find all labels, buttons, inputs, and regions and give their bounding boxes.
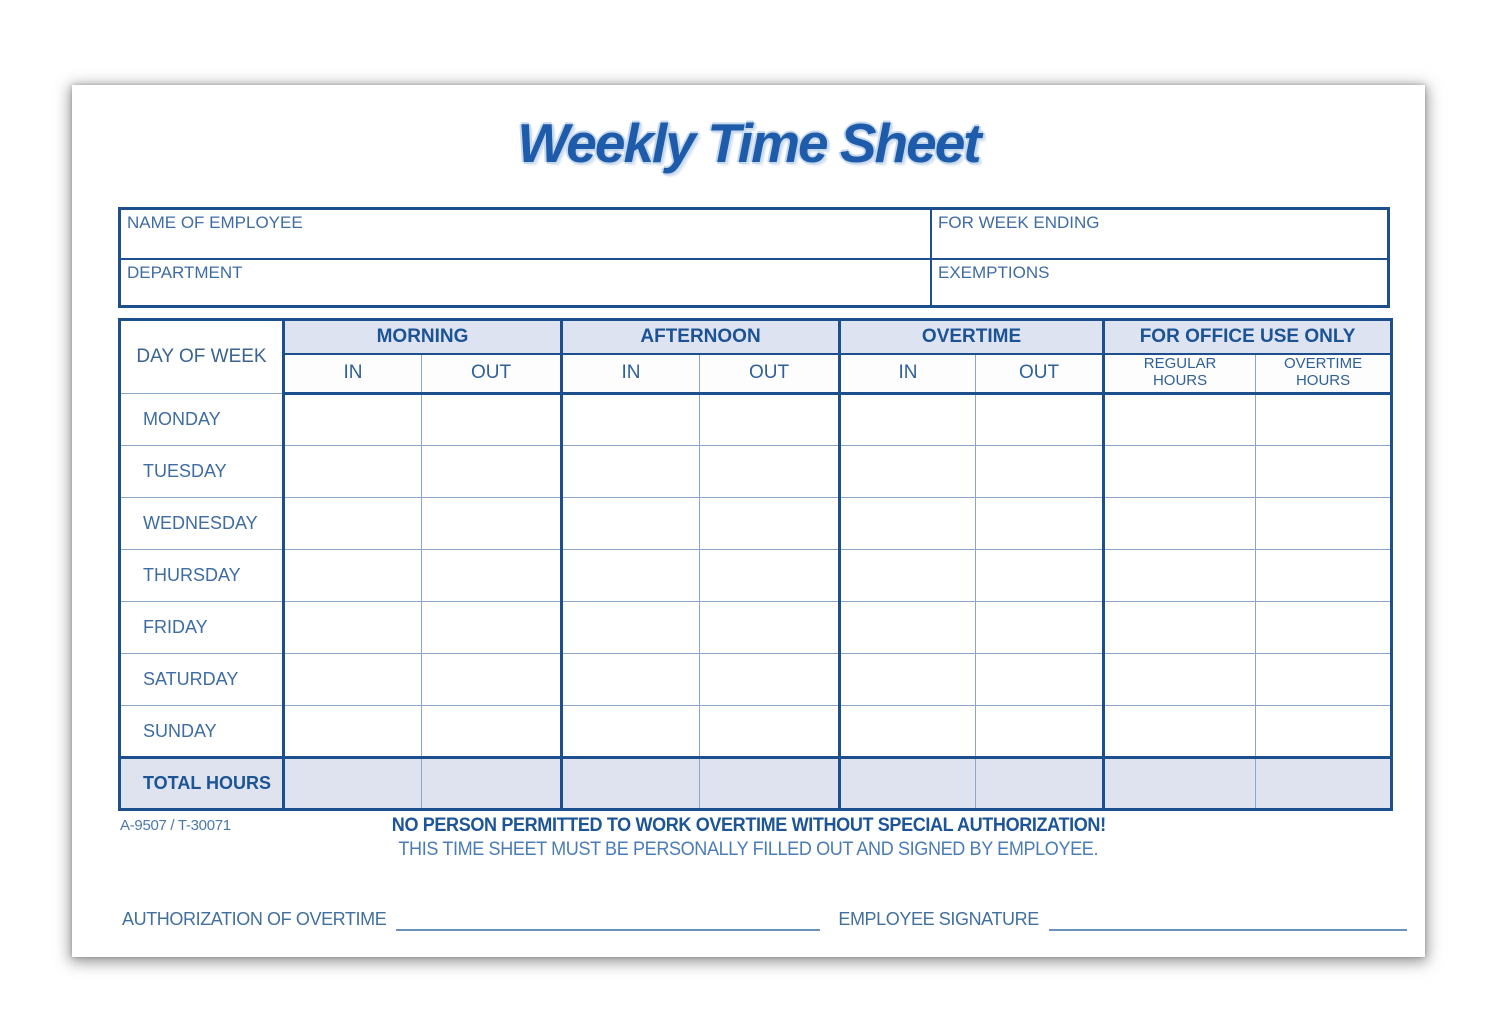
morning-header: MORNING	[284, 320, 562, 354]
cell-tuesday-afternoon-in[interactable]	[562, 446, 700, 498]
timesheet-table	[118, 318, 1393, 811]
day-row-wednesday	[120, 498, 1392, 550]
afternoon-out-header: OUT	[700, 354, 840, 394]
cell-thursday-morning-in[interactable]	[284, 550, 422, 602]
cell-sunday-overtime-hours[interactable]	[1256, 706, 1392, 758]
timesheet-page	[72, 85, 1425, 957]
day-row-monday	[120, 394, 1392, 446]
day-label: WEDNESDAY	[120, 498, 284, 550]
cell-sunday-overtime-in[interactable]	[840, 706, 976, 758]
day-row-saturday	[120, 654, 1392, 706]
day-label: SATURDAY	[120, 654, 284, 706]
employee-signature-line[interactable]	[1049, 925, 1407, 931]
overtime-in-header: IN	[840, 354, 976, 394]
day-row-thursday	[120, 550, 1392, 602]
day-row-tuesday	[120, 446, 1392, 498]
cell-wednesday-morning-out[interactable]	[422, 498, 562, 550]
name-of-employee-label: NAME OF EMPLOYEE	[127, 213, 303, 232]
cell-friday-overtime-out[interactable]	[976, 602, 1104, 654]
cell-tuesday-morning-in[interactable]	[284, 446, 422, 498]
cell-sunday-afternoon-in[interactable]	[562, 706, 700, 758]
cell-tuesday-overtime-hours[interactable]	[1256, 446, 1392, 498]
cell-friday-afternoon-in[interactable]	[562, 602, 700, 654]
cell-total-overtime-hours[interactable]	[1256, 758, 1392, 810]
cell-friday-overtime-in[interactable]	[840, 602, 976, 654]
cell-friday-morning-out[interactable]	[422, 602, 562, 654]
cell-monday-regular-hours[interactable]	[1104, 394, 1256, 446]
cell-friday-regular-hours[interactable]	[1104, 602, 1256, 654]
cell-friday-morning-in[interactable]	[284, 602, 422, 654]
employee-info-box	[118, 207, 1390, 308]
overtime-out-header: OUT	[976, 354, 1104, 394]
cell-saturday-overtime-out[interactable]	[976, 654, 1104, 706]
name-of-employee-field[interactable]	[121, 210, 930, 258]
cell-saturday-overtime-hours[interactable]	[1256, 654, 1392, 706]
department-field[interactable]	[121, 258, 930, 306]
exemptions-field[interactable]	[930, 258, 1387, 306]
cell-sunday-morning-in[interactable]	[284, 706, 422, 758]
morning-in-header: IN	[284, 354, 422, 394]
sub-header-row	[120, 354, 1392, 394]
form-number: A-9507 / T-30071	[120, 817, 231, 834]
day-label: SUNDAY	[120, 706, 284, 758]
cell-wednesday-overtime-out[interactable]	[976, 498, 1104, 550]
cell-wednesday-overtime-hours[interactable]	[1256, 498, 1392, 550]
cell-monday-overtime-in[interactable]	[840, 394, 976, 446]
cell-tuesday-regular-hours[interactable]	[1104, 446, 1256, 498]
overtime-hours-header: OVERTIME HOURS	[1256, 354, 1392, 394]
afternoon-in-header: IN	[562, 354, 700, 394]
day-label: MONDAY	[120, 394, 284, 446]
regular-hours-header: REGULAR HOURS	[1104, 354, 1256, 394]
total-hours-row	[120, 758, 1392, 810]
cell-monday-afternoon-out[interactable]	[700, 394, 840, 446]
cell-friday-overtime-hours[interactable]	[1256, 602, 1392, 654]
cell-thursday-morning-out[interactable]	[422, 550, 562, 602]
cell-wednesday-morning-in[interactable]	[284, 498, 422, 550]
cell-tuesday-afternoon-out[interactable]	[700, 446, 840, 498]
cell-tuesday-overtime-in[interactable]	[840, 446, 976, 498]
day-label: FRIDAY	[120, 602, 284, 654]
cell-monday-overtime-hours[interactable]	[1256, 394, 1392, 446]
overtime-warning-text: NO PERSON PERMITTED TO WORK OVERTIME WITHOUT SPECIAL AUTHORIZATION!	[391, 815, 1106, 836]
cell-monday-morning-out[interactable]	[422, 394, 562, 446]
cell-saturday-regular-hours[interactable]	[1104, 654, 1256, 706]
page-title: Weekly Time Sheet	[517, 112, 980, 174]
cell-thursday-afternoon-in[interactable]	[562, 550, 700, 602]
timesheet-body	[120, 394, 1392, 810]
cell-sunday-morning-out[interactable]	[422, 706, 562, 758]
cell-sunday-afternoon-out[interactable]	[700, 706, 840, 758]
cell-wednesday-afternoon-out[interactable]	[700, 498, 840, 550]
authorization-of-overtime-label: AUTHORIZATION OF OVERTIME	[122, 909, 387, 929]
cell-monday-afternoon-in[interactable]	[562, 394, 700, 446]
cell-thursday-regular-hours[interactable]	[1104, 550, 1256, 602]
afternoon-header: AFTERNOON	[562, 320, 840, 354]
cell-thursday-overtime-in[interactable]	[840, 550, 976, 602]
signature-instruction-text: THIS TIME SHEET MUST BE PERSONALLY FILLED OUT AND SIGNED BY EMPLOYEE.	[398, 839, 1099, 860]
cell-saturday-overtime-in[interactable]	[840, 654, 976, 706]
cell-friday-afternoon-out[interactable]	[700, 602, 840, 654]
cell-total-morning-out[interactable]	[422, 758, 562, 810]
cell-tuesday-overtime-out[interactable]	[976, 446, 1104, 498]
authorization-signature-line[interactable]	[396, 925, 820, 931]
cell-total-overtime-in[interactable]	[840, 758, 976, 810]
total-hours-label: TOTAL HOURS	[120, 758, 284, 810]
morning-out-header: OUT	[422, 354, 562, 394]
employee-signature-label: EMPLOYEE SIGNATURE	[838, 909, 1039, 929]
cell-monday-overtime-out[interactable]	[976, 394, 1104, 446]
group-header-row	[120, 320, 1392, 354]
cell-saturday-afternoon-out[interactable]	[700, 654, 840, 706]
department-label: DEPARTMENT	[127, 262, 243, 282]
cell-thursday-overtime-out[interactable]	[976, 550, 1104, 602]
signature-row	[122, 903, 1407, 931]
cell-total-regular-hours[interactable]	[1104, 758, 1256, 810]
overtime-header: OVERTIME	[840, 320, 1104, 354]
for-week-ending-label: FOR WEEK ENDING	[938, 213, 1100, 232]
office-use-header: FOR OFFICE USE ONLY	[1104, 320, 1392, 354]
exemptions-label: EXEMPTIONS	[938, 262, 1050, 282]
day-row-sunday	[120, 706, 1392, 758]
cell-total-afternoon-out[interactable]	[700, 758, 840, 810]
cell-total-afternoon-in[interactable]	[562, 758, 700, 810]
cell-sunday-overtime-out[interactable]	[976, 706, 1104, 758]
day-label: THURSDAY	[120, 550, 284, 602]
cell-thursday-afternoon-out[interactable]	[700, 550, 840, 602]
cell-wednesday-overtime-in[interactable]	[840, 498, 976, 550]
cell-wednesday-regular-hours[interactable]	[1104, 498, 1256, 550]
day-of-week-header: DAY OF WEEK	[120, 320, 284, 394]
cell-total-morning-in[interactable]	[284, 758, 422, 810]
cell-tuesday-morning-out[interactable]	[422, 446, 562, 498]
cell-saturday-morning-out[interactable]	[422, 654, 562, 706]
day-label: TUESDAY	[120, 446, 284, 498]
cell-saturday-morning-in[interactable]	[284, 654, 422, 706]
cell-monday-morning-in[interactable]	[284, 394, 422, 446]
for-week-ending-field[interactable]	[930, 210, 1387, 258]
cell-wednesday-afternoon-in[interactable]	[562, 498, 700, 550]
cell-saturday-afternoon-in[interactable]	[562, 654, 700, 706]
cell-total-overtime-out[interactable]	[976, 758, 1104, 810]
day-row-friday	[120, 602, 1392, 654]
footer-warnings	[72, 815, 1425, 861]
cell-thursday-overtime-hours[interactable]	[1256, 550, 1392, 602]
cell-sunday-regular-hours[interactable]	[1104, 706, 1256, 758]
